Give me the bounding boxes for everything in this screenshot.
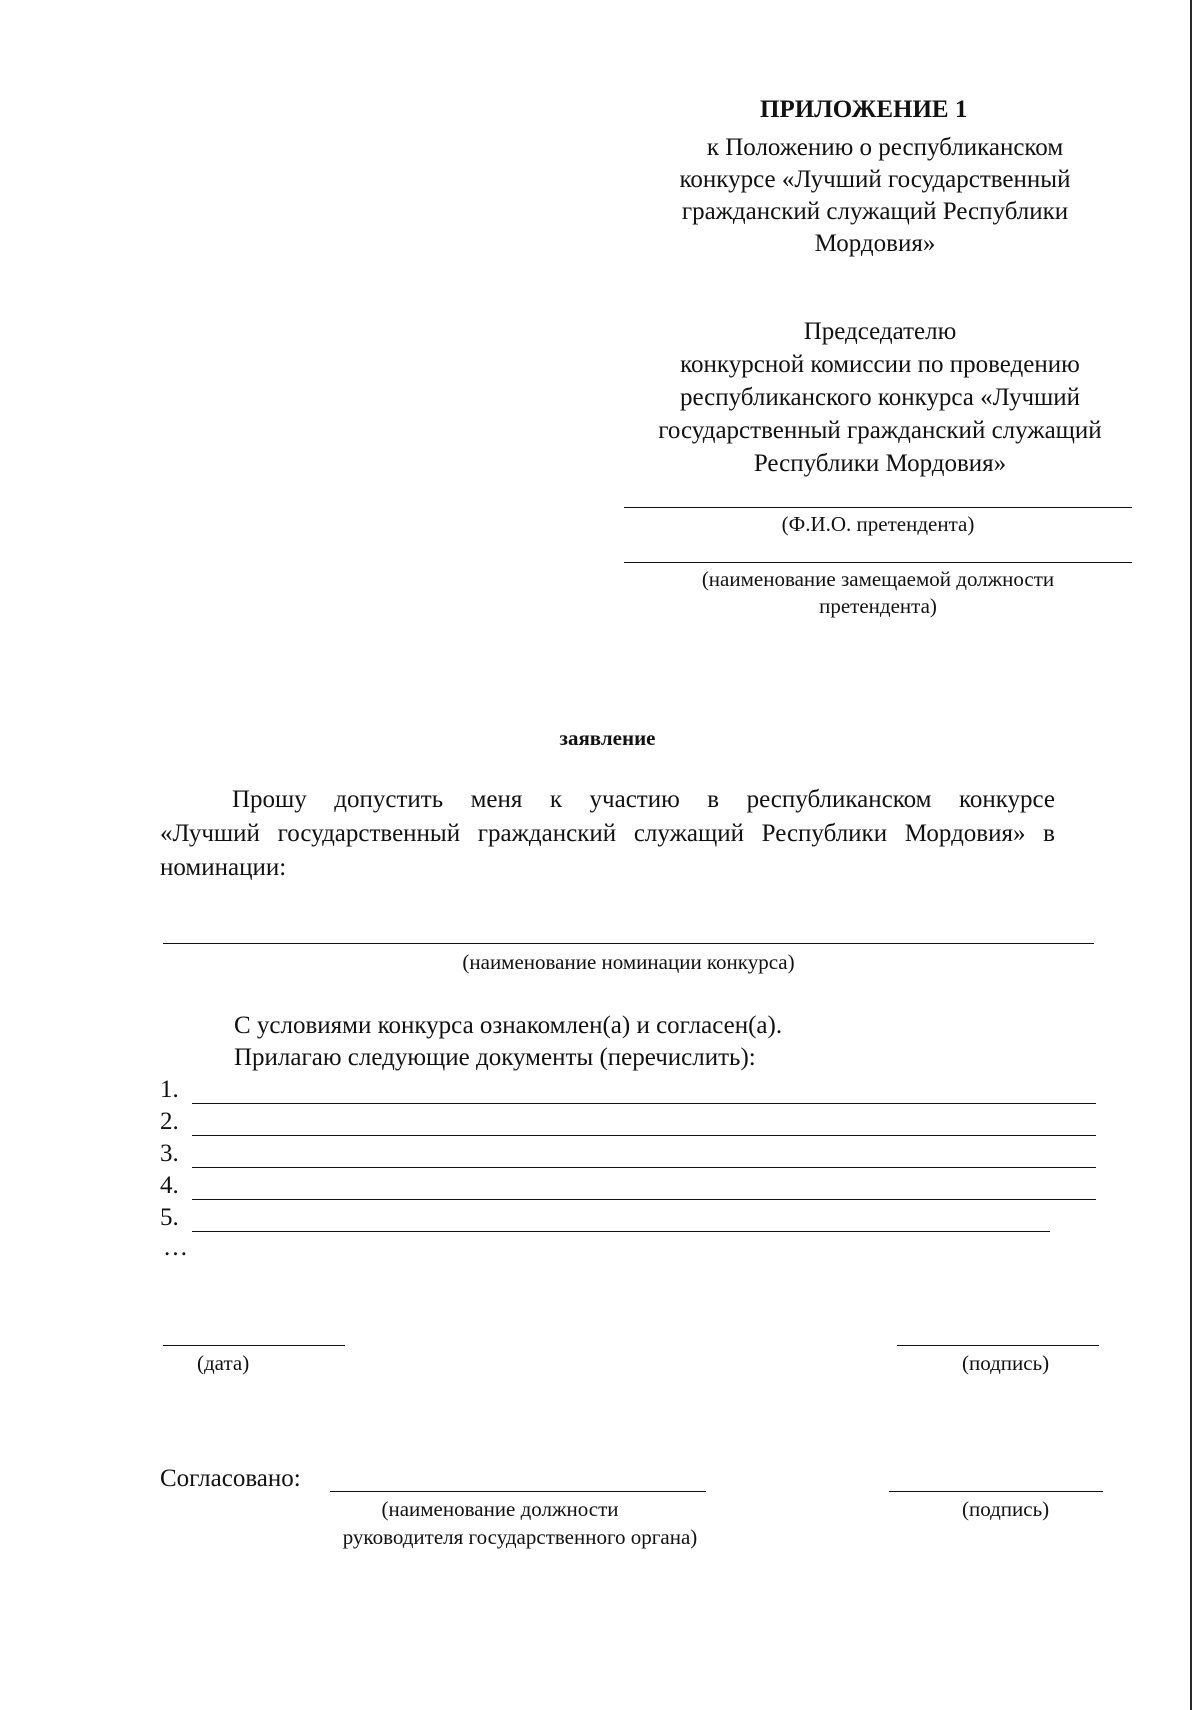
appendix-line-1: к Положению о республиканском [706, 134, 1064, 161]
addressee-line-5: Республики Мордовия» [753, 450, 1007, 477]
approval-caption-2: руководителя государственного органа) [342, 1525, 698, 1549]
statement-line-2: «Лучший государственный гражданский служащий Республики Мордовия» в [160, 820, 1055, 847]
signature-line [897, 1345, 1099, 1346]
approval-label: Согласовано: [160, 1465, 301, 1492]
page-edge [1190, 0, 1192, 1710]
list-item-line [192, 1103, 1096, 1104]
fio-caption: (Ф.И.О. претендента) [781, 512, 975, 536]
nomination-line [163, 943, 1094, 944]
list-item-line [192, 1199, 1096, 1200]
appendix-line-3: гражданский служащий Республики [681, 198, 1069, 225]
appendix-line-2: конкурсе «Лучший государственный [679, 166, 1071, 193]
list-item-line [192, 1135, 1096, 1136]
list-item-number: 2. [160, 1108, 179, 1135]
statement-line-3: номинации: [160, 854, 287, 881]
list-item-number: 3. [160, 1140, 179, 1167]
list-item-number: 5. [160, 1204, 179, 1231]
list-item-line [192, 1231, 1050, 1232]
attach-text: Прилагаю следующие документы (перечислить): [234, 1044, 756, 1071]
addressee-line-4: государственный гражданский служащий [658, 417, 1102, 444]
addressee-line-1: Председателю [803, 318, 957, 345]
position-caption-2: претендента) [819, 594, 937, 618]
appendix-line-4: Мордовия» [814, 230, 936, 257]
date-caption: (дата) [197, 1351, 250, 1375]
nomination-caption: (наименование номинации конкурса) [462, 950, 795, 974]
agree-text: С условиями конкурса ознакомлен(а) и согласен(а). [234, 1012, 783, 1039]
list-item-number: 4. [160, 1172, 179, 1199]
fio-line [624, 507, 1132, 508]
approval-signature-caption: (подпись) [962, 1497, 1050, 1521]
appendix-title: ПРИЛОЖЕНИЕ 1 [760, 96, 968, 123]
list-item-line [192, 1167, 1096, 1168]
statement-heading: заявление [559, 726, 656, 750]
position-line [624, 562, 1132, 563]
signature-caption: (подпись) [962, 1351, 1050, 1375]
position-caption-1: (наименование замещаемой должности [701, 567, 1055, 591]
addressee-line-3: республиканского конкурса «Лучший [679, 384, 1081, 411]
approval-position-line [330, 1491, 706, 1492]
addressee-line-2: конкурсной комиссии по проведению [680, 351, 1080, 378]
statement-line-1: Прошу допустить меня к участию в республиканском конкурсе [232, 786, 1055, 813]
list-item-number: 1. [160, 1076, 179, 1103]
list-ellipsis: … [163, 1234, 188, 1261]
approval-signature-line [889, 1491, 1103, 1492]
date-line [163, 1345, 345, 1346]
approval-caption-1: (наименование должности [381, 1497, 619, 1521]
